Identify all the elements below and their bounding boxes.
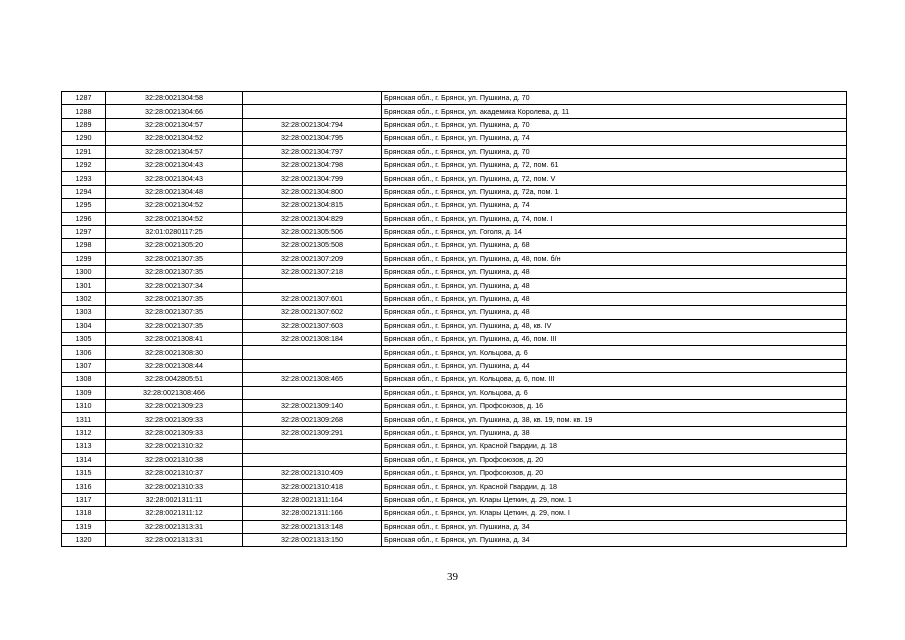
object-cadastral-number-cell: 32:28:0021307:601 xyxy=(243,292,382,305)
object-cadastral-number-cell xyxy=(243,279,382,292)
address-cell: Брянская обл., г. Брянск, ул. Пушкина, д. 48, кв. IV xyxy=(382,319,847,332)
land-cadastral-number-cell: 32:28:0021308:30 xyxy=(106,346,243,359)
object-cadastral-number-cell: 32:28:0021313:148 xyxy=(243,520,382,533)
object-cadastral-number-cell: 32:28:0021307:603 xyxy=(243,319,382,332)
land-cadastral-number-cell: 32:28:0021309:33 xyxy=(106,413,243,426)
object-cadastral-number-cell xyxy=(243,105,382,118)
object-cadastral-number-cell: 32:28:0021304:829 xyxy=(243,212,382,225)
row-number-cell: 1289 xyxy=(62,118,106,131)
object-cadastral-number-cell: 32:28:0021305:508 xyxy=(243,239,382,252)
object-cadastral-number-cell: 32:28:0021310:409 xyxy=(243,466,382,479)
object-cadastral-number-cell: 32:28:0021308:184 xyxy=(243,333,382,346)
address-cell: Брянская обл., г. Брянск, ул. Пушкина, д. 74, пом. I xyxy=(382,212,847,225)
object-cadastral-number-cell xyxy=(243,346,382,359)
address-cell: Брянская обл., г. Брянск, ул. Пушкина, д. 48 xyxy=(382,279,847,292)
row-number-cell: 1287 xyxy=(62,92,106,105)
row-number-cell: 1288 xyxy=(62,105,106,118)
table-row xyxy=(62,185,847,198)
address-cell: Брянская обл., г. Брянск, ул. Красной Гвардии, д. 18 xyxy=(382,440,847,453)
address-cell: Брянская обл., г. Брянск, ул. Пушкина, д. 70 xyxy=(382,118,847,131)
address-cell: Брянская обл., г. Брянск, ул. Клары Цеткин, д. 29, пом. 1 xyxy=(382,493,847,506)
address-cell: Брянская обл., г. Брянск, ул. Пушкина, д. 48, пом. б/н xyxy=(382,252,847,265)
land-cadastral-number-cell: 32:28:0021304:58 xyxy=(106,92,243,105)
table-row xyxy=(62,426,847,439)
land-cadastral-number-cell: 32:28:0021307:35 xyxy=(106,306,243,319)
land-cadastral-number-cell: 32:01:0280117:25 xyxy=(106,225,243,238)
land-cadastral-number-cell: 32:28:0021304:43 xyxy=(106,158,243,171)
object-cadastral-number-cell: 32:28:0021310:418 xyxy=(243,480,382,493)
address-cell: Брянская обл., г. Брянск, ул. Пушкина, д. 72а, пом. 1 xyxy=(382,185,847,198)
object-cadastral-number-cell: 32:28:0021304:794 xyxy=(243,118,382,131)
table-row xyxy=(62,118,847,131)
address-cell: Брянская обл., г. Брянск, ул. Пушкина, д. 34 xyxy=(382,533,847,546)
address-cell: Брянская обл., г. Брянск, ул. Кольцова, д. 6, пом. III xyxy=(382,373,847,386)
row-number-cell: 1298 xyxy=(62,239,106,252)
row-number-cell: 1310 xyxy=(62,399,106,412)
row-number-cell: 1309 xyxy=(62,386,106,399)
address-cell: Брянская обл., г. Брянск, ул. Красной Гвардии, д. 18 xyxy=(382,480,847,493)
address-cell: Брянская обл., г. Брянск, ул. Пушкина, д. 74 xyxy=(382,199,847,212)
address-cell: Брянская обл., г. Брянск, ул. Пушкина, д. 34 xyxy=(382,520,847,533)
land-cadastral-number-cell: 32:28:0021313:31 xyxy=(106,520,243,533)
address-cell: Брянская обл., г. Брянск, ул. Пушкина, д. 48 xyxy=(382,306,847,319)
land-cadastral-number-cell: 32:28:0021311:12 xyxy=(106,507,243,520)
land-cadastral-number-cell: 32:28:0021307:35 xyxy=(106,292,243,305)
object-cadastral-number-cell xyxy=(243,92,382,105)
row-number-cell: 1316 xyxy=(62,480,106,493)
address-cell: Брянская обл., г. Брянск, ул. Пушкина, д. 38, кв. 19, пом. кв. 19 xyxy=(382,413,847,426)
land-cadastral-number-cell: 32:28:0021308:44 xyxy=(106,359,243,372)
row-number-cell: 1317 xyxy=(62,493,106,506)
row-number-cell: 1315 xyxy=(62,466,106,479)
land-cadastral-number-cell: 32:28:0021304:48 xyxy=(106,185,243,198)
address-cell: Брянская обл., г. Брянск, ул. Пушкина, д. 74 xyxy=(382,132,847,145)
land-cadastral-number-cell: 32:28:0021304:57 xyxy=(106,145,243,158)
table-row xyxy=(62,292,847,305)
land-cadastral-number-cell: 32:28:0021310:32 xyxy=(106,440,243,453)
land-cadastral-number-cell: 32:28:0021304:52 xyxy=(106,212,243,225)
land-cadastral-number-cell: 32:28:0021310:33 xyxy=(106,480,243,493)
table-row xyxy=(62,399,847,412)
row-number-cell: 1294 xyxy=(62,185,106,198)
object-cadastral-number-cell: 32:28:0021305:506 xyxy=(243,225,382,238)
table-row xyxy=(62,386,847,399)
row-number-cell: 1291 xyxy=(62,145,106,158)
table-row xyxy=(62,346,847,359)
address-cell: Брянская обл., г. Брянск, ул. Пушкина, д. 38 xyxy=(382,426,847,439)
address-cell: Брянская обл., г. Брянск, ул. Пушкина, д. 48 xyxy=(382,292,847,305)
object-cadastral-number-cell: 32:28:0021311:164 xyxy=(243,493,382,506)
table-row xyxy=(62,92,847,105)
table-row xyxy=(62,212,847,225)
object-cadastral-number-cell: 32:28:0021304:799 xyxy=(243,172,382,185)
table-row xyxy=(62,158,847,171)
table-row xyxy=(62,520,847,533)
land-cadastral-number-cell: 32:28:0021307:35 xyxy=(106,266,243,279)
object-cadastral-number-cell: 32:28:0021304:797 xyxy=(243,145,382,158)
land-cadastral-number-cell: 32:28:0021307:35 xyxy=(106,252,243,265)
table-row xyxy=(62,533,847,546)
table-row xyxy=(62,132,847,145)
table-row xyxy=(62,306,847,319)
row-number-cell: 1293 xyxy=(62,172,106,185)
row-number-cell: 1302 xyxy=(62,292,106,305)
land-cadastral-number-cell: 32:28:0021304:66 xyxy=(106,105,243,118)
land-cadastral-number-cell: 32:28:0042805:51 xyxy=(106,373,243,386)
address-cell: Брянская обл., г. Брянск, ул. Профсоюзов, д. 20 xyxy=(382,466,847,479)
table-body xyxy=(62,92,847,547)
land-cadastral-number-cell: 32:28:0021308:41 xyxy=(106,333,243,346)
table-row xyxy=(62,239,847,252)
page-number: 39 xyxy=(447,571,458,583)
row-number-cell: 1313 xyxy=(62,440,106,453)
row-number-cell: 1304 xyxy=(62,319,106,332)
object-cadastral-number-cell: 32:28:0021304:800 xyxy=(243,185,382,198)
row-number-cell: 1312 xyxy=(62,426,106,439)
land-cadastral-number-cell: 32:28:0021309:23 xyxy=(106,399,243,412)
address-cell: Брянская обл., г. Брянск, ул. Клары Цеткин, д. 29, пом. I xyxy=(382,507,847,520)
row-number-cell: 1296 xyxy=(62,212,106,225)
row-number-cell: 1305 xyxy=(62,333,106,346)
table-row xyxy=(62,480,847,493)
address-cell: Брянская обл., г. Брянск, ул. Пушкина, д. 68 xyxy=(382,239,847,252)
row-number-cell: 1307 xyxy=(62,359,106,372)
row-number-cell: 1301 xyxy=(62,279,106,292)
object-cadastral-number-cell: 32:28:0021304:815 xyxy=(243,199,382,212)
address-cell: Брянская обл., г. Брянск, ул. Пушкина, д. 70 xyxy=(382,92,847,105)
address-cell: Брянская обл., г. Брянск, ул. Пушкина, д. 46, пом. III xyxy=(382,333,847,346)
table-row xyxy=(62,413,847,426)
address-cell: Брянская обл., г. Брянск, ул. Пушкина, д. 72, пом. V xyxy=(382,172,847,185)
table-row xyxy=(62,466,847,479)
land-cadastral-number-cell: 32:28:0021307:35 xyxy=(106,319,243,332)
row-number-cell: 1297 xyxy=(62,225,106,238)
address-cell: Брянская обл., г. Брянск, ул. Пушкина, д. 44 xyxy=(382,359,847,372)
table-row xyxy=(62,145,847,158)
land-cadastral-number-cell: 32:28:0021305:20 xyxy=(106,239,243,252)
row-number-cell: 1300 xyxy=(62,266,106,279)
object-cadastral-number-cell xyxy=(243,440,382,453)
address-cell: Брянская обл., г. Брянск, ул. Кольцова, д. 6 xyxy=(382,386,847,399)
row-number-cell: 1311 xyxy=(62,413,106,426)
object-cadastral-number-cell xyxy=(243,359,382,372)
table-row xyxy=(62,507,847,520)
address-cell: Брянская обл., г. Брянск, ул. Пушкина, д. 48 xyxy=(382,266,847,279)
address-cell: Брянская обл., г. Брянск, ул. Гоголя, д. 14 xyxy=(382,225,847,238)
object-cadastral-number-cell xyxy=(243,453,382,466)
table-row xyxy=(62,279,847,292)
address-cell: Брянская обл., г. Брянск, ул. Профсоюзов, д. 20 xyxy=(382,453,847,466)
row-number-cell: 1299 xyxy=(62,252,106,265)
table-row xyxy=(62,266,847,279)
table-row xyxy=(62,493,847,506)
land-cadastral-number-cell: 32:28:0021308:466 xyxy=(106,386,243,399)
table-row xyxy=(62,172,847,185)
row-number-cell: 1292 xyxy=(62,158,106,171)
row-number-cell: 1306 xyxy=(62,346,106,359)
table-row xyxy=(62,373,847,386)
object-cadastral-number-cell: 32:28:0021307:218 xyxy=(243,266,382,279)
row-number-cell: 1290 xyxy=(62,132,106,145)
object-cadastral-number-cell xyxy=(243,386,382,399)
object-cadastral-number-cell: 32:28:0021304:795 xyxy=(243,132,382,145)
cadastral-table xyxy=(61,91,847,547)
object-cadastral-number-cell: 32:28:0021309:268 xyxy=(243,413,382,426)
address-cell: Брянская обл., г. Брянск, ул. Пушкина, д. 70 xyxy=(382,145,847,158)
row-number-cell: 1319 xyxy=(62,520,106,533)
row-number-cell: 1308 xyxy=(62,373,106,386)
land-cadastral-number-cell: 32:28:0021311:11 xyxy=(106,493,243,506)
address-cell: Брянская обл., г. Брянск, ул. академика Королева, д. 11 xyxy=(382,105,847,118)
table-row xyxy=(62,319,847,332)
table-row xyxy=(62,199,847,212)
row-number-cell: 1320 xyxy=(62,533,106,546)
row-number-cell: 1303 xyxy=(62,306,106,319)
object-cadastral-number-cell: 32:28:0021311:166 xyxy=(243,507,382,520)
object-cadastral-number-cell: 32:28:0021307:602 xyxy=(243,306,382,319)
row-number-cell: 1318 xyxy=(62,507,106,520)
table-row xyxy=(62,359,847,372)
object-cadastral-number-cell: 32:28:0021313:150 xyxy=(243,533,382,546)
address-cell: Брянская обл., г. Брянск, ул. Профсоюзов, д. 16 xyxy=(382,399,847,412)
row-number-cell: 1314 xyxy=(62,453,106,466)
land-cadastral-number-cell: 32:28:0021304:52 xyxy=(106,132,243,145)
object-cadastral-number-cell: 32:28:0021309:140 xyxy=(243,399,382,412)
object-cadastral-number-cell: 32:28:0021307:209 xyxy=(243,252,382,265)
table-row xyxy=(62,225,847,238)
land-cadastral-number-cell: 32:28:0021309:33 xyxy=(106,426,243,439)
land-cadastral-number-cell: 32:28:0021307:34 xyxy=(106,279,243,292)
row-number-cell: 1295 xyxy=(62,199,106,212)
land-cadastral-number-cell: 32:28:0021304:57 xyxy=(106,118,243,131)
address-cell: Брянская обл., г. Брянск, ул. Пушкина, д. 72, пом. 61 xyxy=(382,158,847,171)
land-cadastral-number-cell: 32:28:0021304:52 xyxy=(106,199,243,212)
land-cadastral-number-cell: 32:28:0021304:43 xyxy=(106,172,243,185)
table-row xyxy=(62,453,847,466)
table-row xyxy=(62,333,847,346)
land-cadastral-number-cell: 32:28:0021310:38 xyxy=(106,453,243,466)
land-cadastral-number-cell: 32:28:0021310:37 xyxy=(106,466,243,479)
address-cell: Брянская обл., г. Брянск, ул. Кольцова, д. 6 xyxy=(382,346,847,359)
table-row xyxy=(62,440,847,453)
object-cadastral-number-cell: 32:28:0021308:465 xyxy=(243,373,382,386)
table-row xyxy=(62,105,847,118)
object-cadastral-number-cell: 32:28:0021304:798 xyxy=(243,158,382,171)
table-row xyxy=(62,252,847,265)
object-cadastral-number-cell: 32:28:0021309:291 xyxy=(243,426,382,439)
land-cadastral-number-cell: 32:28:0021313:31 xyxy=(106,533,243,546)
